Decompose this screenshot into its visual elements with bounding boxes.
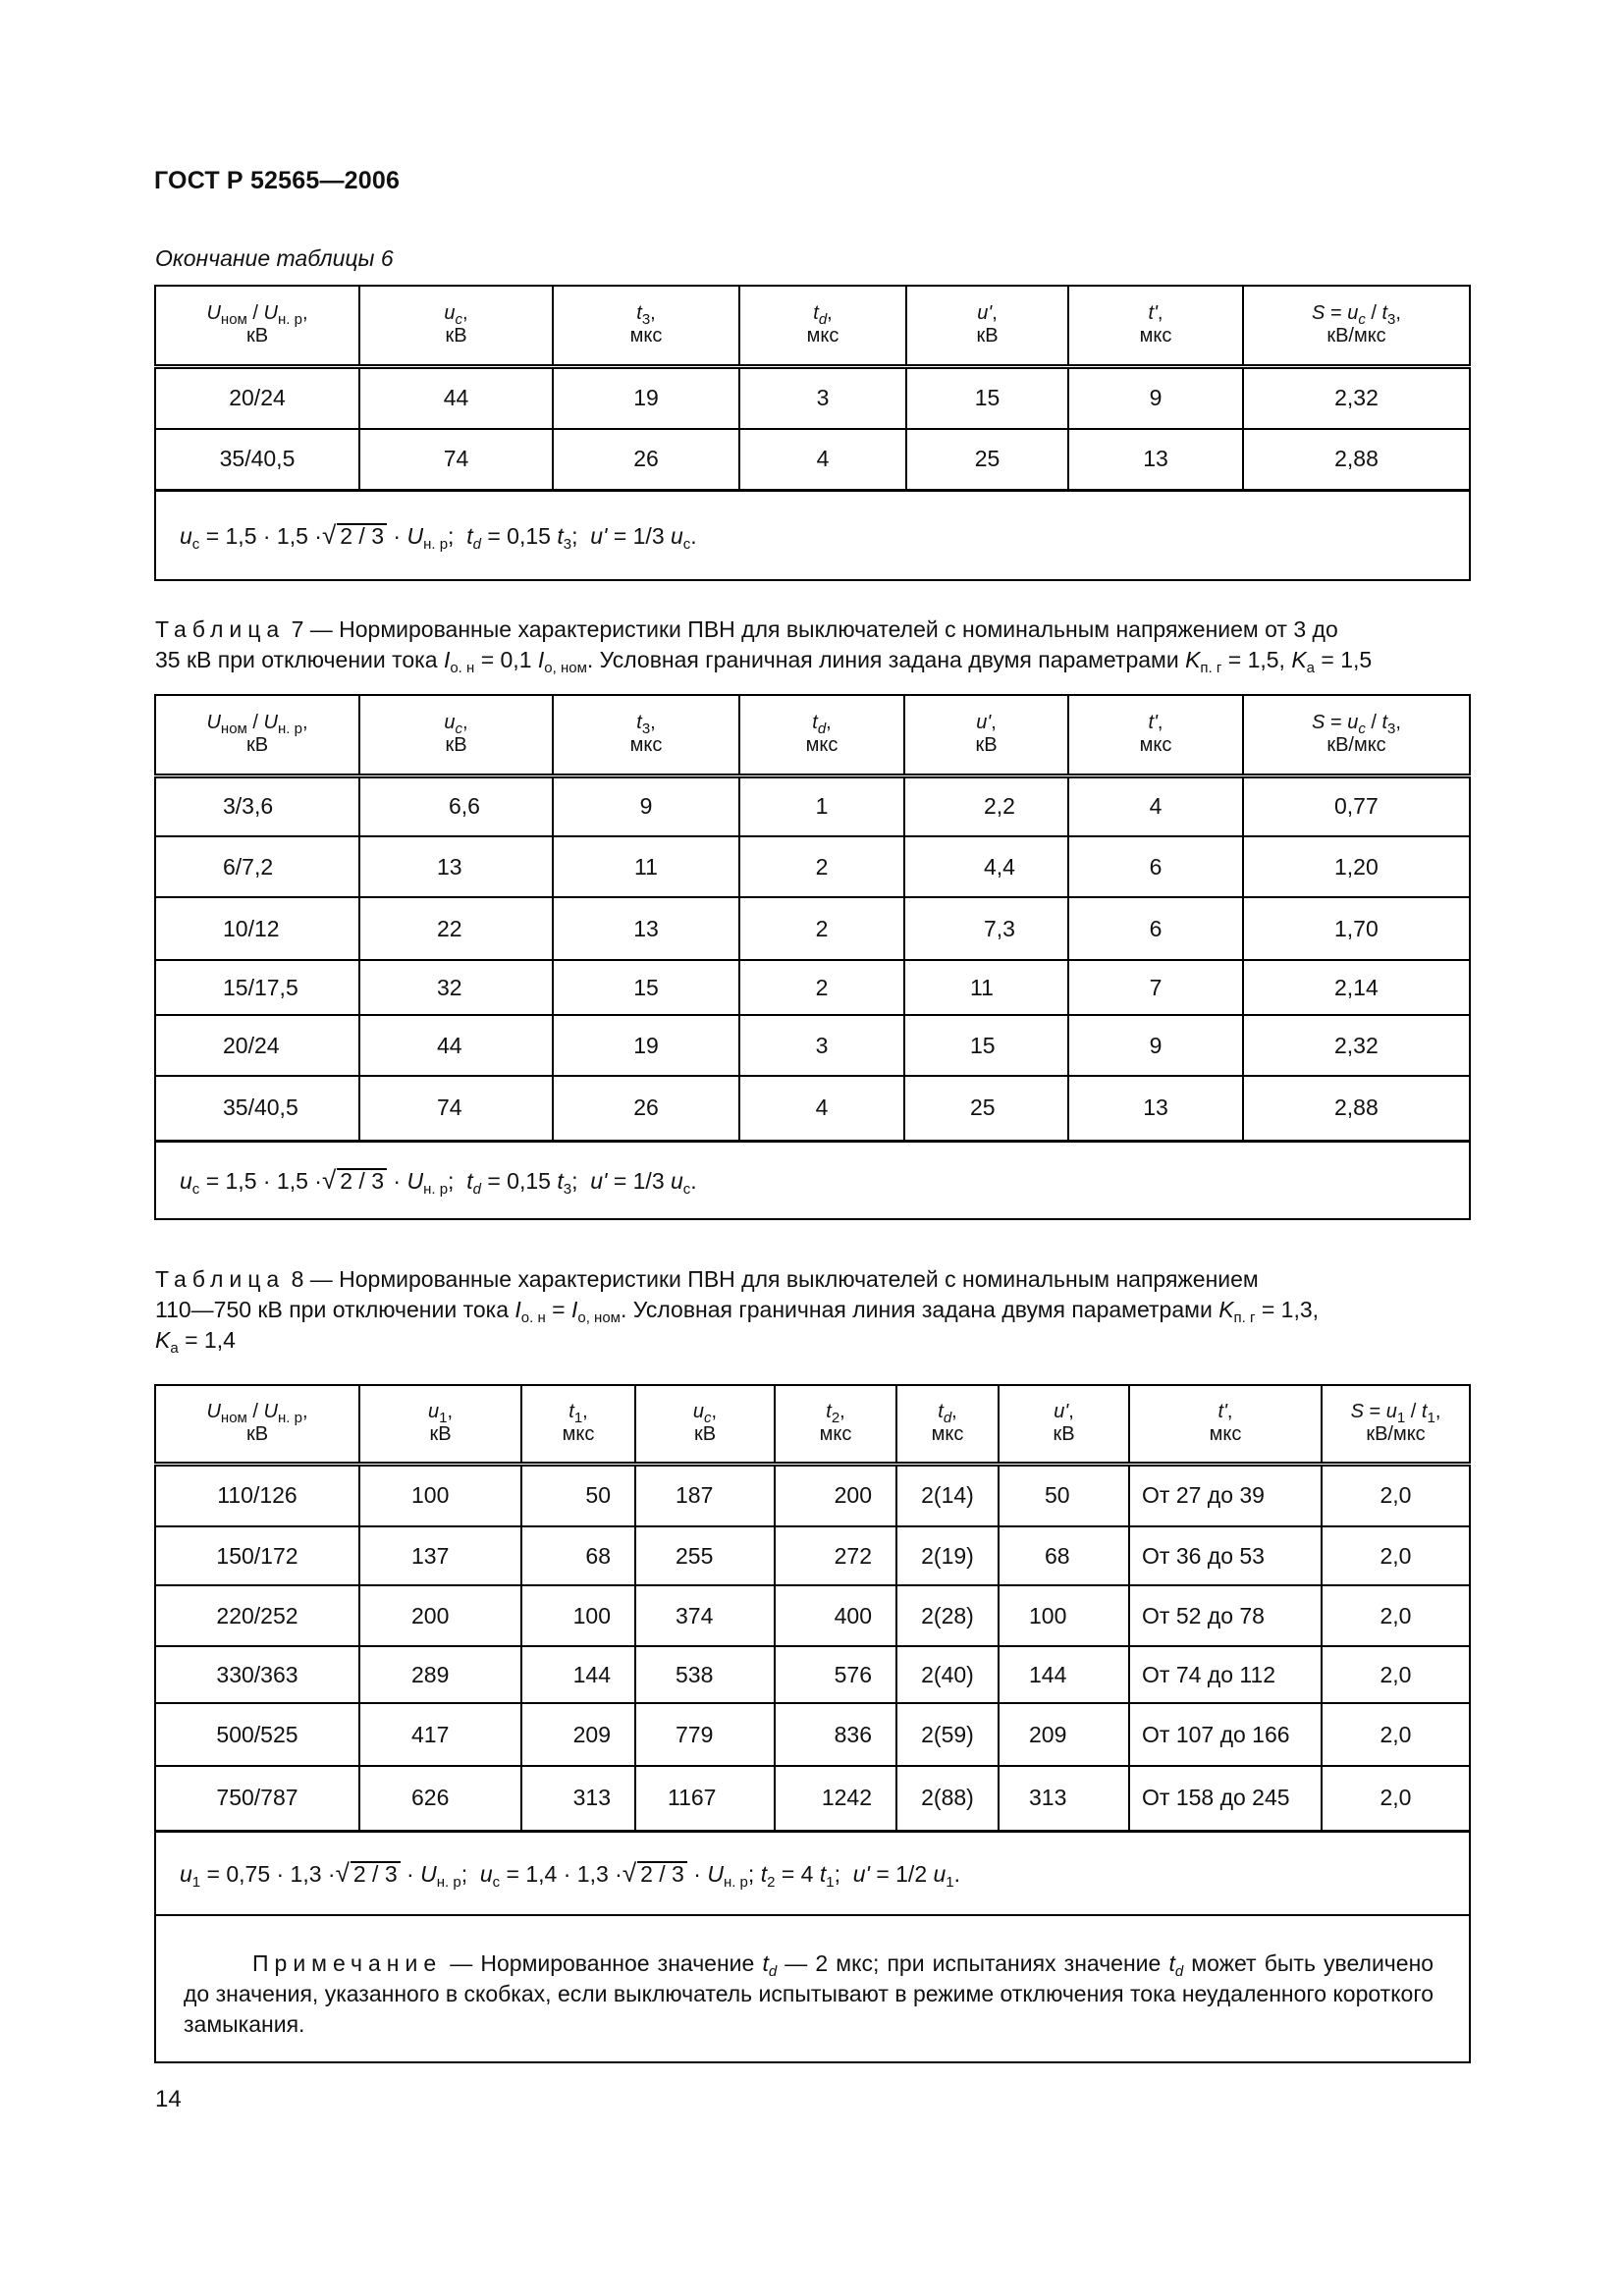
cell: 6,6: [359, 775, 553, 836]
cell: От 52 до 78: [1129, 1585, 1322, 1646]
table-row: [155, 1076, 1470, 1141]
cell: От 158 до 245: [1129, 1766, 1322, 1831]
col-header-u-prime: u', кВ: [999, 1385, 1129, 1464]
cell: 0,77: [1243, 775, 1470, 836]
cell: 35/40,5: [155, 1076, 359, 1141]
cell: 750/787: [155, 1766, 359, 1831]
table-row: [155, 1526, 1470, 1585]
formula-row: [155, 1831, 1470, 1915]
table-row: [155, 1766, 1470, 1831]
cell: 15/17,5: [155, 960, 359, 1015]
table-row: [155, 1464, 1470, 1526]
cell: 15: [553, 960, 739, 1015]
cell: 6/7,2: [155, 836, 359, 897]
cell: От 107 до 166: [1129, 1703, 1322, 1766]
cell: 2: [739, 836, 904, 897]
cell: 1,70: [1243, 897, 1470, 960]
table-6: [154, 285, 1471, 581]
cell: 25: [906, 429, 1068, 490]
cell: 374: [635, 1585, 775, 1646]
cell: 779: [635, 1703, 775, 1766]
cell: 7,3: [904, 897, 1068, 960]
cell: 1242: [775, 1766, 896, 1831]
table-7: [154, 694, 1471, 1220]
note: Примечание — Нормированное значение $t_d$ — 2 мкс; при испытаниях значение $t_d$ может быть увеличено до значения, указанного в скобках, если выключатель испытывают в режиме отключения тока неудаленного короткого замыкания.: [155, 1915, 1470, 2062]
cell: 220/252: [155, 1585, 359, 1646]
cell: 313: [999, 1766, 1129, 1831]
cell: 74: [359, 1076, 553, 1141]
cell: 538: [635, 1646, 775, 1703]
formula-row: [155, 1141, 1470, 1219]
cell: 7: [1068, 960, 1243, 1015]
cell: 144: [521, 1646, 635, 1703]
table7-caption: Таблица 7 — Нормированные характеристики ПВН для выключателей с номинальным напряжением от 3 до 35 кВ при отключении тока $I_{о. н} = 0,1$ $I_{о, ном}$. Условная граничная линия задана двумя параметрами $K_{п. г} = 1,5$, $K_a = 1,5$: [155, 616, 1373, 676]
col-header-voltage: $U_{ном} / U_{н. р}$, кВ: [155, 1385, 359, 1464]
cell: 13: [1068, 1076, 1243, 1141]
cell: 50: [999, 1464, 1129, 1526]
cell: 2,88: [1243, 1076, 1470, 1141]
cell: 35/40,5: [155, 429, 359, 490]
col-header-u-prime: u', кВ: [904, 695, 1068, 775]
cell: 15: [906, 366, 1068, 429]
cell: 626: [359, 1766, 521, 1831]
table-row: [155, 429, 1470, 490]
col-header-t-prime: t', мкс: [1068, 286, 1243, 366]
table-row: [155, 1703, 1470, 1766]
table-row: [155, 897, 1470, 960]
table-row: [155, 366, 1470, 429]
cell: 74: [359, 429, 553, 490]
cell: 272: [775, 1526, 896, 1585]
cell: 9: [1068, 366, 1243, 429]
cell: 50: [521, 1464, 635, 1526]
col-header-voltage: $U_{ном} / U_{н. р}$, кВ: [155, 286, 359, 366]
cell: 576: [775, 1646, 896, 1703]
cell: 3: [739, 366, 906, 429]
cell: 4: [1068, 775, 1243, 836]
document-code: ГОСТ Р 52565—2006: [154, 167, 401, 194]
cell: 2,14: [1243, 960, 1470, 1015]
cell: 2,2: [904, 775, 1068, 836]
cell: 26: [553, 429, 739, 490]
cell: 22: [359, 897, 553, 960]
cell: 2,88: [1243, 429, 1470, 490]
cell: 20/24: [155, 1015, 359, 1076]
table-header-row: [155, 1385, 1470, 1464]
col-header-td: $t_d$, мкс: [896, 1385, 999, 1464]
table-row: [155, 1015, 1470, 1076]
cell: 9: [553, 775, 739, 836]
cell: 2(19): [896, 1526, 999, 1585]
formula: $u_1 = 0,75 \cdot 1,3$ ·√ $2 / 3 \cdot U_{н. р}$; $u_c = 1,4 \cdot 1,3$ ·√ $2 / 3 \cdot U_{н. р}$; $t_2 = 4$ $t_1$; u' = 1/2 $u_1$.: [155, 1831, 1470, 1915]
cell: 400: [775, 1585, 896, 1646]
col-header-uc: $u_c$, кВ: [359, 286, 553, 366]
col-header-t1: $t_1$, мкс: [521, 1385, 635, 1464]
cell: 209: [521, 1703, 635, 1766]
col-header-uc: $u_c$, кВ: [635, 1385, 775, 1464]
cell: От 27 до 39: [1129, 1464, 1322, 1526]
cell: 13: [553, 897, 739, 960]
cell: 2(40): [896, 1646, 999, 1703]
formula: $u_c = 1,5 \cdot 1,5$ ·√ $2 / 3 \cdot U_{н. р}$; $t_d = 0,15$ $t_3$; u' = 1/3 $u_c$.: [155, 1141, 1470, 1219]
cell: 44: [359, 366, 553, 429]
cell: 200: [359, 1585, 521, 1646]
col-header-t2: $t_2$, мкс: [775, 1385, 896, 1464]
cell: 137: [359, 1526, 521, 1585]
cell: 2(59): [896, 1703, 999, 1766]
cell: 4: [739, 429, 906, 490]
cell: 289: [359, 1646, 521, 1703]
cell: 19: [553, 1015, 739, 1076]
cell: 100: [999, 1585, 1129, 1646]
col-header-td: $t_d$, мкс: [739, 695, 904, 775]
cell: 26: [553, 1076, 739, 1141]
formula-row: [155, 490, 1470, 580]
col-header-t-prime: t', мкс: [1129, 1385, 1322, 1464]
cell: 100: [359, 1464, 521, 1526]
cell: 68: [999, 1526, 1129, 1585]
table-row: [155, 836, 1470, 897]
table6-caption: Окончание таблицы 6: [155, 245, 394, 271]
cell: 2,0: [1322, 1646, 1470, 1703]
cell: 2(14): [896, 1464, 999, 1526]
cell: 2(88): [896, 1766, 999, 1831]
cell: 417: [359, 1703, 521, 1766]
cell: От 74 до 112: [1129, 1646, 1322, 1703]
col-header-s: $S = u_c / t_3$, кВ/мкс: [1243, 286, 1470, 366]
cell: 2,0: [1322, 1526, 1470, 1585]
table-row: [155, 1585, 1470, 1646]
col-header-voltage: $U_{ном} / U_{н. р}$, кВ: [155, 695, 359, 775]
col-header-u-prime: u', кВ: [906, 286, 1068, 366]
cell: 3/3,6: [155, 775, 359, 836]
cell: 13: [1068, 429, 1243, 490]
cell: 100: [521, 1585, 635, 1646]
cell: 68: [521, 1526, 635, 1585]
cell: 836: [775, 1703, 896, 1766]
col-header-s: $S = u_1 / t_1$, кВ/мкс: [1322, 1385, 1470, 1464]
cell: 144: [999, 1646, 1129, 1703]
cell: 200: [775, 1464, 896, 1526]
cell: 4: [739, 1076, 904, 1141]
table-row: [155, 960, 1470, 1015]
cell: 2(28): [896, 1585, 999, 1646]
cell: 25: [904, 1076, 1068, 1141]
col-header-t3: $t_3$, мкс: [553, 286, 739, 366]
formula: $u_c = 1,5 \cdot 1,5$ ·√ $2 / 3 \cdot U_{н. р}$; $t_d = 0,15$ $t_3$; u' = 1/3 $u_c$.: [155, 490, 1470, 580]
cell: 187: [635, 1464, 775, 1526]
cell: 6: [1068, 836, 1243, 897]
note-row: [155, 1915, 1470, 2062]
cell: 313: [521, 1766, 635, 1831]
col-header-t3: $t_3$, мкс: [553, 695, 739, 775]
cell: 2,0: [1322, 1766, 1470, 1831]
cell: 2,0: [1322, 1464, 1470, 1526]
cell: 1,20: [1243, 836, 1470, 897]
col-header-u1: $u_1$, кВ: [359, 1385, 521, 1464]
cell: 11: [553, 836, 739, 897]
cell: 6: [1068, 897, 1243, 960]
table-header-row: [155, 286, 1470, 366]
page-number: 14: [155, 2086, 182, 2112]
cell: 150/172: [155, 1526, 359, 1585]
col-header-s: $S = u_c / t_3$, кВ/мкс: [1243, 695, 1470, 775]
cell: 209: [999, 1703, 1129, 1766]
cell: 1167: [635, 1766, 775, 1831]
table-row: [155, 775, 1470, 836]
cell: 2,0: [1322, 1703, 1470, 1766]
cell: 2,32: [1243, 366, 1470, 429]
cell: От 36 до 53: [1129, 1526, 1322, 1585]
table-header-row: [155, 695, 1470, 775]
cell: 2,32: [1243, 1015, 1470, 1076]
cell: 2,0: [1322, 1585, 1470, 1646]
cell: 32: [359, 960, 553, 1015]
cell: 1: [739, 775, 904, 836]
cell: 44: [359, 1015, 553, 1076]
table-8: [154, 1384, 1471, 2063]
cell: 9: [1068, 1015, 1243, 1076]
cell: 2: [739, 897, 904, 960]
cell: 15: [904, 1015, 1068, 1076]
cell: 19: [553, 366, 739, 429]
table8-caption: Таблица 8 — Нормированные характеристики ПВН для выключателей с номинальным напряжением 110—750 кВ при отключении тока $I_{о. н} = I_{о, ном}$. Условная граничная линия задана двумя параметрами $K_{п. г} = 1,3$, $K_a = 1,4$: [155, 1266, 1320, 1357]
col-header-t-prime: t', мкс: [1068, 695, 1243, 775]
cell: 20/24: [155, 366, 359, 429]
cell: 3: [739, 1015, 904, 1076]
cell: 110/126: [155, 1464, 359, 1526]
cell: 11: [904, 960, 1068, 1015]
cell: 4,4: [904, 836, 1068, 897]
cell: 500/525: [155, 1703, 359, 1766]
cell: 10/12: [155, 897, 359, 960]
col-header-uc: $u_c$, кВ: [359, 695, 553, 775]
cell: 255: [635, 1526, 775, 1585]
col-header-td: $t_d$, мкс: [739, 286, 906, 366]
cell: 2: [739, 960, 904, 1015]
cell: 13: [359, 836, 553, 897]
table-row: [155, 1646, 1470, 1703]
cell: 330/363: [155, 1646, 359, 1703]
